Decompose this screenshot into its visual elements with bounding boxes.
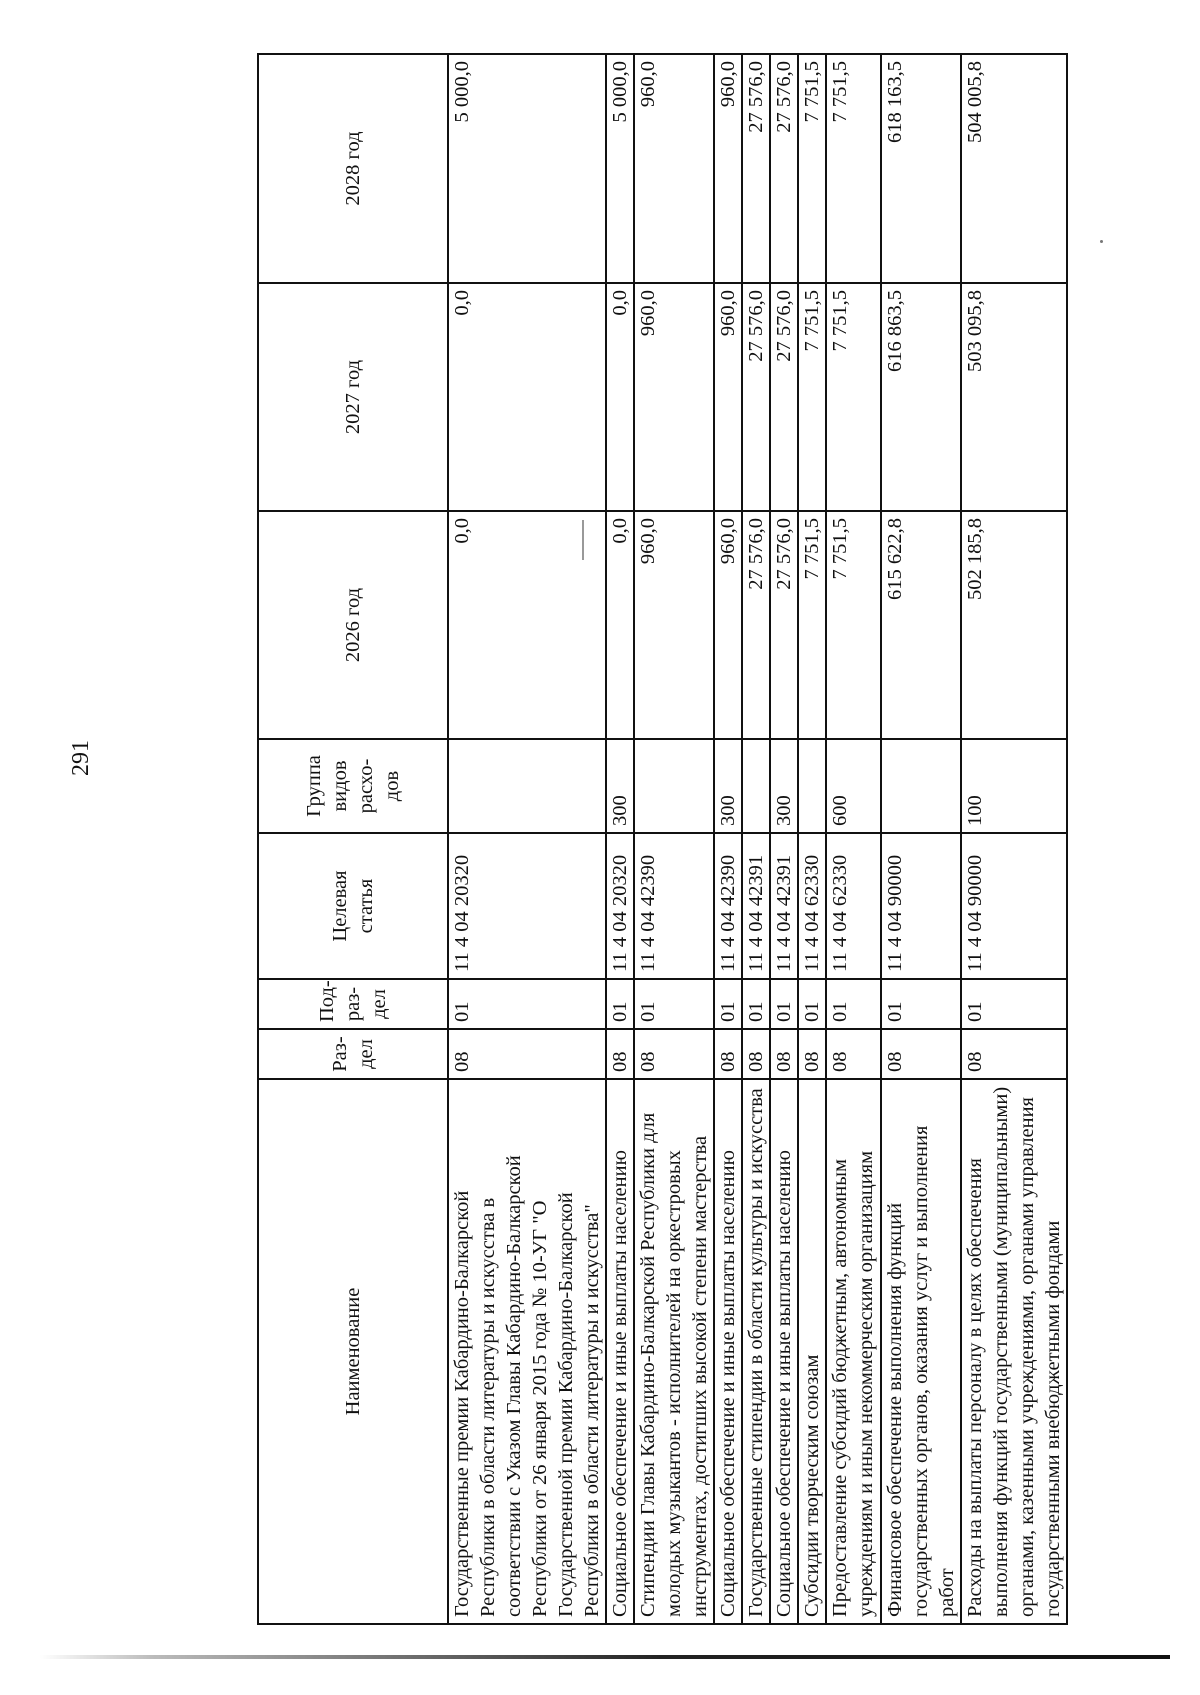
header-subsection: Под- раз- дел [258,979,448,1029]
scan-artifact-dot [1100,240,1103,243]
cell-name: Предоставление субсидий бюджетным, автономным учреждениям и иным некоммерческим организациям [826,1079,880,1624]
table-row [714,54,742,1624]
cell-section: 08 [798,1029,826,1079]
cell-section: 08 [961,1029,1067,1079]
header-name: Наименование [258,1079,448,1624]
cell-name: Государственные премии Кабардино-Балкарской Республики в области литературы и искусства в соответствии с Указом Главы Кабардино-Балкарской Республики от 26 января 2015 года № 10-УГ "О Государственной премии Кабардино-Балкарской Республики в области литературы и искусства" [448,1079,606,1624]
cell-target: 11 4 04 42390 [634,833,714,979]
table-row [826,54,880,1624]
cell-group: 300 [606,739,634,833]
cell-2026: 7 751,5 [798,511,826,739]
cell-section: 08 [714,1029,742,1079]
header-2027: 2027 год [258,283,448,511]
cell-name: Государственные стипендии в области культуры и искусства [742,1079,770,1624]
cell-name: Финансовое обеспечение выполнения функций государственных органов, оказания услуг и выполнения работ [881,1079,961,1624]
cell-target: 11 4 04 20320 [448,833,606,979]
cell-group [798,739,826,833]
header-group: Группа видов расхо- дов [258,739,448,833]
cell-2027: 616 863,5 [881,283,961,511]
header-2026: 2026 год [258,511,448,739]
cell-target: 11 4 04 42391 [770,833,798,979]
cell-subsection: 01 [634,979,714,1029]
cell-2026: 502 185,8 [961,511,1067,739]
cell-target: 11 4 04 90000 [881,833,961,979]
cell-group: 300 [714,739,742,833]
cell-name: Стипендии Главы Кабардино-Балкарской Республики для молодых музыкантов - исполнителей на оркестровых инструментах, достигших высокой степени мастерства [634,1079,714,1624]
cell-target: 11 4 04 62330 [826,833,880,979]
cell-2028: 960,0 [634,54,714,283]
cell-name: Расходы на выплаты персоналу в целях обеспечения выполнения функций государственными (муниципальными) органами, казенными учреждениями, органами управления государственными внебюджетными фондами [961,1079,1067,1624]
cell-2027: 7 751,5 [798,283,826,511]
cell-group: 100 [961,739,1067,833]
cell-subsection: 01 [961,979,1067,1029]
cell-2027: 27 576,0 [770,283,798,511]
cell-subsection: 01 [448,979,606,1029]
cell-subsection: 01 [798,979,826,1029]
table-row [448,54,606,1624]
cell-target: 11 4 04 90000 [961,833,1067,979]
cell-2026: 0,0 [606,511,634,739]
cell-name: Субсидии творческим союзам [798,1079,826,1624]
cell-subsection: 01 [826,979,880,1029]
header-2028: 2028 год [258,54,448,283]
scan-bottom-edge [40,1655,1170,1659]
cell-group: 600 [826,739,880,833]
cell-target: 11 4 04 42391 [742,833,770,979]
cell-subsection: 01 [714,979,742,1029]
table-row [634,54,714,1624]
cell-2027: 27 576,0 [742,283,770,511]
cell-2027: 7 751,5 [826,283,880,511]
table-row [770,54,798,1624]
cell-section: 08 [742,1029,770,1079]
table-row [961,54,1067,1624]
cell-2028: 5 000,0 [606,54,634,283]
header-target: Целевая статья [258,833,448,979]
cell-section: 08 [448,1029,606,1079]
budget-table [257,53,1068,1625]
table-row [742,54,770,1624]
cell-group [634,739,714,833]
cell-2026: 27 576,0 [770,511,798,739]
cell-name: Социальное обеспечение и иные выплаты населению [606,1079,634,1624]
cell-2028: 27 576,0 [770,54,798,283]
cell-subsection: 01 [770,979,798,1029]
cell-group [881,739,961,833]
cell-name: Социальное обеспечение и иные выплаты населению [714,1079,742,1624]
cell-section: 08 [881,1029,961,1079]
cell-2028: 960,0 [714,54,742,283]
table-row [798,54,826,1624]
cell-target: 11 4 04 42390 [714,833,742,979]
cell-section: 08 [826,1029,880,1079]
cell-2028: 27 576,0 [742,54,770,283]
cell-2026: 960,0 [634,511,714,739]
cell-2028: 7 751,5 [826,54,880,283]
cell-2027: 960,0 [634,283,714,511]
cell-subsection: 01 [881,979,961,1029]
cell-2028: 618 163,5 [881,54,961,283]
table-row [881,54,961,1624]
cell-section: 08 [606,1029,634,1079]
cell-subsection: 01 [742,979,770,1029]
cell-2026: 0,0 [448,511,606,739]
cell-2028: 7 751,5 [798,54,826,283]
cell-2026: 960,0 [714,511,742,739]
cell-target: 11 4 04 20320 [606,833,634,979]
cell-2027: 0,0 [606,283,634,511]
cell-group [448,739,606,833]
cell-2028: 504 005,8 [961,54,1067,283]
cell-group [742,739,770,833]
page-number: 291 [68,740,94,776]
cell-2027: 503 095,8 [961,283,1067,511]
cell-2027: 960,0 [714,283,742,511]
header-section: Раз- дел [258,1029,448,1079]
table-row [606,54,634,1624]
cell-section: 08 [634,1029,714,1079]
cell-2027: 0,0 [448,283,606,511]
header-row [258,54,448,1624]
cell-2026: 7 751,5 [826,511,880,739]
cell-group: 300 [770,739,798,833]
cell-subsection: 01 [606,979,634,1029]
scan-artifact-mark [582,520,584,560]
cell-2026: 27 576,0 [742,511,770,739]
cell-name: Социальное обеспечение и иные выплаты населению [770,1079,798,1624]
cell-section: 08 [770,1029,798,1079]
rotated-table-frame [257,55,1064,1625]
cell-target: 11 4 04 62330 [798,833,826,979]
cell-2026: 615 622,8 [881,511,961,739]
cell-2028: 5 000,0 [448,54,606,283]
